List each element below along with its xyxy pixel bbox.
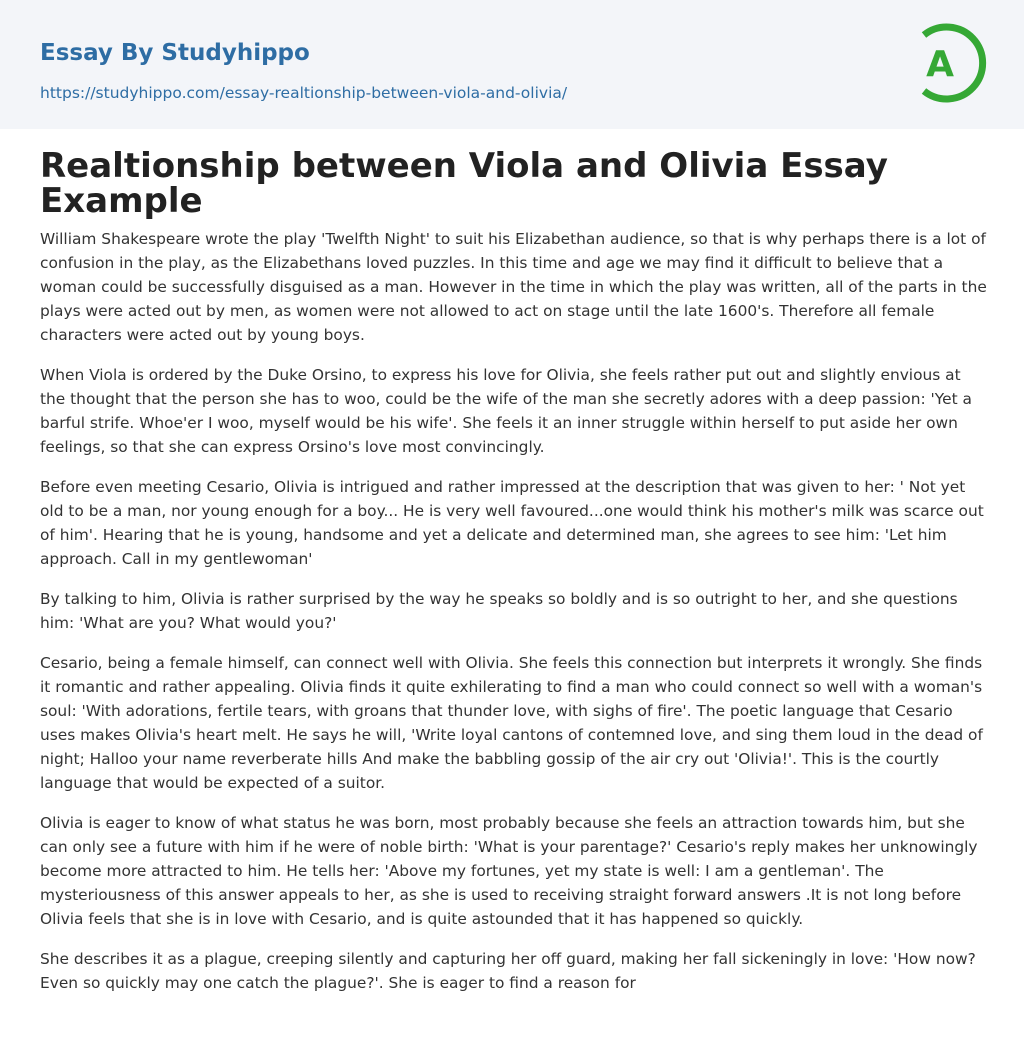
site-header xyxy=(0,0,1024,129)
article-paragraph: Olivia is eager to know of what status he was born, most probably because she feels an attraction towards him, but she can only see a future with him if he were of noble birth: 'What is your parentage?' Cesario's reply makes her unknowingly become more attracted to him. He tells her: 'Above my fortunes, yet my state is well: I am a gentleman'. The mysteriousness of this answer appeals to her, as she is used to receiving straight forward answers .It is not long before Olivia feels that she is in love with Cesario, and is quite astounded that it has happened so quickly. xyxy=(40,814,978,928)
essay-url-link[interactable]: https://studyhippo.com/essay-realtionship-between-viola-and-olivia/ xyxy=(40,84,568,102)
article xyxy=(0,129,1024,995)
site-title[interactable]: Essay By Studyhippo xyxy=(40,40,310,66)
article-paragraph: When Viola is ordered by the Duke Orsino, to express his love for Olivia, she feels rather put out and slightly envious at the thought that the person she has to woo, could be the wife of the man she secretly adores with a deep passion: 'Yet a barful strife. Whoe'er I woo, myself would be his wife'. She feels it an inner struggle within herself to put aside her own feelings, so that she can express Orsino's love most convincingly. xyxy=(40,366,972,456)
article-title: Realtionship between Viola and Olivia Essay Example xyxy=(40,146,888,221)
article-paragraph: William Shakespeare wrote the play 'Twelfth Night' to suit his Elizabethan audience, so that is why perhaps there is a lot of confusion in the play, as the Elizabethans loved puzzles. In this time and age we may find it difficult to believe that a woman could be successfully disguised as a man. However in the time in which the play was written, all of the parts in the plays were acted out by men, as women were not allowed to act on stage until the late 1600's. Therefore all female characters were acted out by young boys. xyxy=(40,230,987,344)
article-paragraph: Before even meeting Cesario, Olivia is intrigued and rather impressed at the description that was given to her: ' Not yet old to be a man, nor young enough for a boy... He is very well favoured...one would think his mother's milk was scarce out of him'. Hearing that he is young, handsome and yet a delicate and determined man, she agrees to see him: 'Let him approach. Call in my gentlewoman' xyxy=(40,478,984,568)
logo-a-icon xyxy=(912,19,988,107)
logo-letter: A xyxy=(926,44,954,85)
article-paragraph: Cesario, being a female himself, can connect well with Olivia. She feels this connection but interprets it wrongly. She finds it romantic and rather appealing. Olivia finds it quite exhilerating to find a man who could connect so well with a woman's soul: 'With adorations, fertile tears, with groans that thunder love, with sighs of fire'. The poetic language that Cesario uses makes Olivia's heart melt. He says he will, 'Write loyal cantons of contemned love, and sing them loud in the dead of night; Halloo your name reverberate hills And make the babbling gossip of the air cry out 'Olivia!'. This is the courtly language that would be expected of a suitor. xyxy=(40,654,983,792)
article-paragraph: She describes it as a plague, creeping silently and capturing her off guard, making her fall sickeningly in love: 'How now? Even so quickly may one catch the plague?'. She is eager to find a reason for xyxy=(40,950,976,992)
article-paragraph: By talking to him, Olivia is rather surprised by the way he speaks so boldly and is so outright to her, and she questions him: 'What are you? What would you?' xyxy=(40,590,958,632)
studyhippo-logo[interactable] xyxy=(912,19,988,107)
